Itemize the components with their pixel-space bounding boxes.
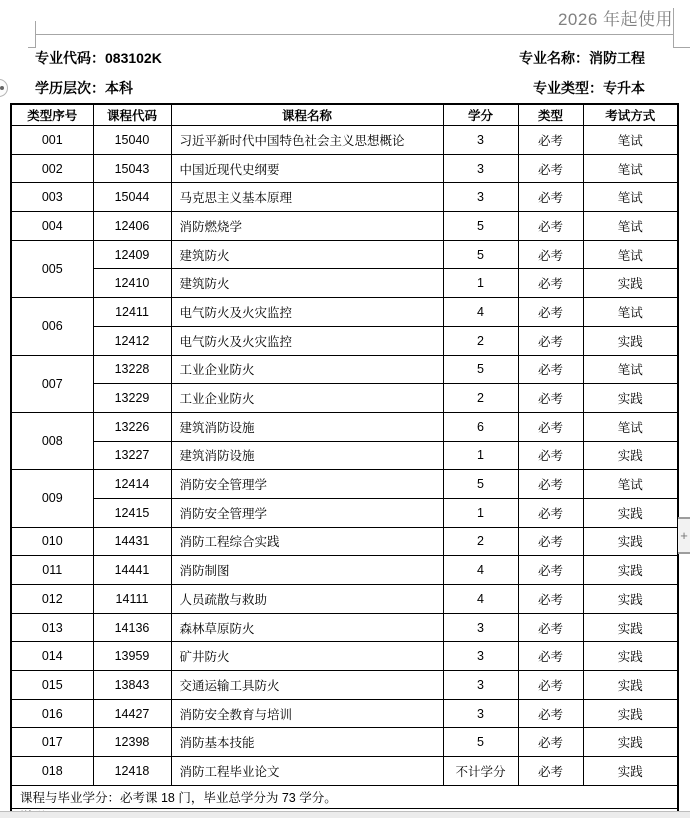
course-row xyxy=(11,671,678,700)
cell-code: 13226 xyxy=(93,412,171,441)
cell-code: 14441 xyxy=(93,556,171,585)
cell-seq: 012 xyxy=(11,585,93,614)
course-row xyxy=(11,126,678,155)
cell-type: 必考 xyxy=(518,126,583,155)
cell-name: 消防安全管理学 xyxy=(171,498,443,527)
cell-type: 必考 xyxy=(518,556,583,585)
course-row xyxy=(11,384,678,413)
cell-name: 人员疏散与救助 xyxy=(171,585,443,614)
cell-credits: 6 xyxy=(443,412,518,441)
cell-seq: 001 xyxy=(11,126,93,155)
course-row xyxy=(11,441,678,470)
cell-name: 消防燃烧学 xyxy=(171,212,443,241)
cell-exam: 笔试 xyxy=(583,183,678,212)
cell-credits: 5 xyxy=(443,728,518,757)
cell-code: 13959 xyxy=(93,642,171,671)
cell-credits: 3 xyxy=(443,671,518,700)
cell-exam: 实践 xyxy=(583,757,678,786)
cell-exam: 笔试 xyxy=(583,212,678,241)
course-row xyxy=(11,613,678,642)
course-row xyxy=(11,183,678,212)
column-header: 类型 xyxy=(518,104,583,126)
cell-credits: 4 xyxy=(443,556,518,585)
cell-type: 必考 xyxy=(518,527,583,556)
course-row xyxy=(11,212,678,241)
cell-name: 电气防火及火灾监控 xyxy=(171,326,443,355)
cell-exam: 实践 xyxy=(583,613,678,642)
course-row xyxy=(11,728,678,757)
cell-exam: 实践 xyxy=(583,699,678,728)
cell-credits: 3 xyxy=(443,154,518,183)
cell-name: 交通运输工具防火 xyxy=(171,671,443,700)
cell-seq: 017 xyxy=(11,728,93,757)
cell-exam: 实践 xyxy=(583,441,678,470)
cell-credits: 3 xyxy=(443,126,518,155)
left-edge-button[interactable] xyxy=(0,79,8,97)
cell-exam: 实践 xyxy=(583,527,678,556)
major-name xyxy=(519,48,645,68)
education-level-label: 学历层次： xyxy=(35,80,105,96)
column-header: 类型序号 xyxy=(11,104,93,126)
major-type-value: 专升本 xyxy=(603,80,645,96)
cell-seq: 005 xyxy=(11,240,93,297)
right-boundary-mark xyxy=(673,8,674,48)
cell-seq: 003 xyxy=(11,183,93,212)
cell-name: 建筑防火 xyxy=(171,240,443,269)
cell-seq: 008 xyxy=(11,412,93,469)
cell-code: 13843 xyxy=(93,671,171,700)
cell-exam: 笔试 xyxy=(583,355,678,384)
cell-type: 必考 xyxy=(518,269,583,298)
course-table-body xyxy=(11,126,678,786)
cell-name: 消防安全管理学 xyxy=(171,470,443,499)
cell-code: 12412 xyxy=(93,326,171,355)
cell-code: 13228 xyxy=(93,355,171,384)
cell-code: 14136 xyxy=(93,613,171,642)
cell-type: 必考 xyxy=(518,384,583,413)
cell-code: 13227 xyxy=(93,441,171,470)
cell-exam: 实践 xyxy=(583,642,678,671)
cell-credits: 不计学分 xyxy=(443,757,518,786)
cell-name: 中国近现代史纲要 xyxy=(171,154,443,183)
cell-credits: 5 xyxy=(443,355,518,384)
cell-seq: 009 xyxy=(11,470,93,527)
cell-exam: 笔试 xyxy=(583,154,678,183)
cell-type: 必考 xyxy=(518,671,583,700)
dot-icon xyxy=(0,86,4,90)
cell-type: 必考 xyxy=(518,613,583,642)
cell-exam: 笔试 xyxy=(583,240,678,269)
plus-icon: + xyxy=(680,528,688,543)
cell-seq: 007 xyxy=(11,355,93,412)
cell-exam: 实践 xyxy=(583,384,678,413)
cell-exam: 实践 xyxy=(583,269,678,298)
right-boundary-stub xyxy=(673,47,690,48)
major-code xyxy=(35,48,162,68)
cell-exam: 实践 xyxy=(583,498,678,527)
cell-seq: 013 xyxy=(11,613,93,642)
summary-cell: 课程与毕业学分：必考课 18 门，毕业总学分为 73 学分。 xyxy=(11,785,678,808)
cell-code: 12415 xyxy=(93,498,171,527)
cell-code: 14111 xyxy=(93,585,171,614)
meta-row-1 xyxy=(35,48,645,68)
cell-type: 必考 xyxy=(518,298,583,327)
cell-type: 必考 xyxy=(518,498,583,527)
cell-credits: 1 xyxy=(443,441,518,470)
course-table-head xyxy=(11,104,678,126)
course-row xyxy=(11,498,678,527)
cell-seq: 006 xyxy=(11,298,93,355)
cell-credits: 3 xyxy=(443,613,518,642)
cell-seq: 014 xyxy=(11,642,93,671)
effective-year-watermark: 2026 年起使用 xyxy=(557,10,673,29)
cell-type: 必考 xyxy=(518,470,583,499)
cell-credits: 5 xyxy=(443,212,518,241)
major-code-label: 专业代码： xyxy=(35,50,105,66)
column-header: 课程名称 xyxy=(171,104,443,126)
cell-seq: 004 xyxy=(11,212,93,241)
bottom-scrollbar[interactable] xyxy=(0,811,690,818)
cell-credits: 4 xyxy=(443,585,518,614)
course-row xyxy=(11,757,678,786)
cell-exam: 笔试 xyxy=(583,470,678,499)
cell-code: 12418 xyxy=(93,757,171,786)
cell-credits: 2 xyxy=(443,527,518,556)
cell-type: 必考 xyxy=(518,699,583,728)
cell-code: 14427 xyxy=(93,699,171,728)
education-level xyxy=(35,78,133,98)
cell-exam: 笔试 xyxy=(583,298,678,327)
cell-credits: 3 xyxy=(443,642,518,671)
cell-type: 必考 xyxy=(518,585,583,614)
course-row xyxy=(11,269,678,298)
cell-code: 12406 xyxy=(93,212,171,241)
cell-code: 13229 xyxy=(93,384,171,413)
vertical-scrollbar-thumb[interactable] xyxy=(678,517,690,554)
major-name-value: 消防工程 xyxy=(589,50,645,66)
cell-credits: 1 xyxy=(443,498,518,527)
column-header: 课程代码 xyxy=(93,104,171,126)
cell-type: 必考 xyxy=(518,412,583,441)
cell-name: 工业企业防火 xyxy=(171,355,443,384)
cell-type: 必考 xyxy=(518,441,583,470)
cell-type: 必考 xyxy=(518,642,583,671)
cell-exam: 实践 xyxy=(583,671,678,700)
cell-seq: 016 xyxy=(11,699,93,728)
course-row xyxy=(11,470,678,499)
cell-name: 建筑消防设施 xyxy=(171,441,443,470)
cell-name: 矿井防火 xyxy=(171,642,443,671)
course-row xyxy=(11,556,678,585)
cell-credits: 3 xyxy=(443,699,518,728)
course-row xyxy=(11,699,678,728)
course-row xyxy=(11,412,678,441)
course-row xyxy=(11,154,678,183)
course-row xyxy=(11,527,678,556)
cell-name: 森林草原防火 xyxy=(171,613,443,642)
cell-code: 15044 xyxy=(93,183,171,212)
cell-code: 12398 xyxy=(93,728,171,757)
cell-code: 14431 xyxy=(93,527,171,556)
cell-code: 15043 xyxy=(93,154,171,183)
cell-name: 建筑防火 xyxy=(171,269,443,298)
cell-credits: 3 xyxy=(443,183,518,212)
major-code-value: 083102K xyxy=(105,50,162,66)
cell-code: 12414 xyxy=(93,470,171,499)
cell-seq: 002 xyxy=(11,154,93,183)
cell-seq: 015 xyxy=(11,671,93,700)
meta-row-2 xyxy=(35,78,645,98)
course-row xyxy=(11,326,678,355)
cell-type: 必考 xyxy=(518,326,583,355)
cell-exam: 实践 xyxy=(583,326,678,355)
cell-name: 电气防火及火灾监控 xyxy=(171,298,443,327)
cell-name: 习近平新时代中国特色社会主义思想概论 xyxy=(171,126,443,155)
education-level-value: 本科 xyxy=(105,80,133,96)
cell-type: 必考 xyxy=(518,154,583,183)
summary-row xyxy=(11,785,678,808)
cell-name: 消防工程综合实践 xyxy=(171,527,443,556)
cell-code: 12410 xyxy=(93,269,171,298)
cell-type: 必考 xyxy=(518,355,583,384)
cell-exam: 实践 xyxy=(583,728,678,757)
cell-credits: 4 xyxy=(443,298,518,327)
cell-type: 必考 xyxy=(518,728,583,757)
column-header: 考试方式 xyxy=(583,104,678,126)
cell-type: 必考 xyxy=(518,240,583,269)
cell-credits: 2 xyxy=(443,326,518,355)
major-type-label: 专业类型： xyxy=(533,80,603,96)
course-row xyxy=(11,240,678,269)
cell-name: 消防基本技能 xyxy=(171,728,443,757)
course-row xyxy=(11,355,678,384)
header-boundary-line xyxy=(36,34,673,35)
column-header: 学分 xyxy=(443,104,518,126)
course-row xyxy=(11,585,678,614)
major-name-label: 专业名称： xyxy=(519,50,589,66)
cell-exam: 笔试 xyxy=(583,412,678,441)
cell-seq: 010 xyxy=(11,527,93,556)
cell-code: 15040 xyxy=(93,126,171,155)
cell-exam: 实践 xyxy=(583,585,678,614)
cell-name: 消防制图 xyxy=(171,556,443,585)
cell-credits: 5 xyxy=(443,470,518,499)
cell-code: 12411 xyxy=(93,298,171,327)
major-type xyxy=(533,78,645,98)
cell-type: 必考 xyxy=(518,757,583,786)
cell-code: 12409 xyxy=(93,240,171,269)
cell-exam: 实践 xyxy=(583,556,678,585)
cell-seq: 018 xyxy=(11,757,93,786)
left-boundary-mark xyxy=(35,21,36,48)
cell-name: 消防工程毕业论文 xyxy=(171,757,443,786)
cell-type: 必考 xyxy=(518,183,583,212)
cell-name: 消防安全教育与培训 xyxy=(171,699,443,728)
course-row xyxy=(11,298,678,327)
cell-credits: 5 xyxy=(443,240,518,269)
cell-exam: 笔试 xyxy=(583,126,678,155)
cell-seq: 011 xyxy=(11,556,93,585)
cell-credits: 1 xyxy=(443,269,518,298)
course-table xyxy=(10,103,679,818)
cell-name: 马克思主义基本原理 xyxy=(171,183,443,212)
cell-credits: 2 xyxy=(443,384,518,413)
header-row xyxy=(11,104,678,126)
cell-name: 建筑消防设施 xyxy=(171,412,443,441)
cell-type: 必考 xyxy=(518,212,583,241)
course-row xyxy=(11,642,678,671)
cell-name: 工业企业防火 xyxy=(171,384,443,413)
